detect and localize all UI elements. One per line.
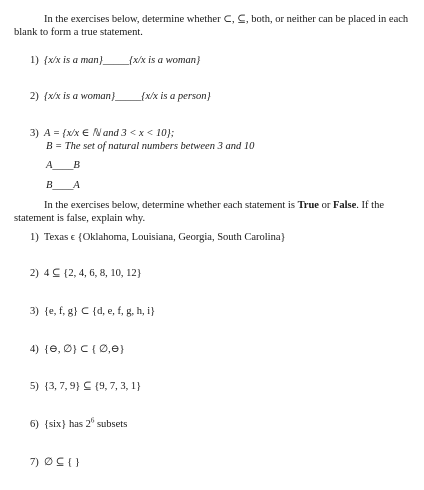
s1-item-2-text: {x/x is a woman}_____{x/x is a person} xyxy=(44,91,211,102)
s2-item-5 xyxy=(30,381,141,393)
s2-item-7 xyxy=(30,457,80,469)
s1-item-3-set-b: B = The set of natural numbers between 3 and 10 xyxy=(46,141,255,152)
s2-item-6-text: {six} has $2^6$ subsets xyxy=(44,416,128,430)
false-keyword: False xyxy=(332,200,357,211)
s1-item-1 xyxy=(30,55,200,67)
s2-item-3 xyxy=(30,306,155,318)
s1-item-2-number: 2) xyxy=(30,91,39,102)
s2-item-5-number: 5) xyxy=(30,381,39,392)
section2-instructions: In the exercises below, determine whether each statement is True or False. If the statement is false, explain why. xyxy=(14,200,384,224)
s2-item-6 xyxy=(30,416,128,431)
s1-item-3-line1 xyxy=(30,128,174,140)
s1-item-3-blank-2: B____A xyxy=(46,180,80,191)
s2-item-1 xyxy=(30,232,286,244)
s2-item-1-number: 1) xyxy=(30,232,39,243)
s2-item-3-number: 3) xyxy=(30,306,39,317)
s2-item-2-number: 2) xyxy=(30,268,39,279)
section1-instructions: In the exercises below, determine whether ⊂, ⊆, both, or neither can be placed in each blank to form a true statement. xyxy=(14,14,409,38)
exponent: 6 xyxy=(90,416,95,425)
s1-item-3-blank-1: A____B xyxy=(46,160,80,171)
s2-item-4-text: {⊖, ∅} ⊂ { ∅,⊖} xyxy=(44,344,125,355)
s2-item-5-text: {3, 7, 9} ⊆ {9, 7, 3, 1} xyxy=(44,381,142,392)
s2-item-6-number: 6) xyxy=(30,419,39,430)
s2-item-7-number: 7) xyxy=(30,457,39,468)
true-keyword: True xyxy=(297,200,319,211)
s2-item-2-text: 4 ⊆ {2, 4, 6, 8, 10, 12} xyxy=(44,268,142,279)
s2-item-4 xyxy=(30,344,125,356)
s2-item-4-number: 4) xyxy=(30,344,39,355)
s1-item-3-number: 3) xyxy=(30,128,39,139)
s2-item-3-text: {e, f, g} ⊂ {d, e, f, g, h, i} xyxy=(44,306,156,317)
s1-item-2 xyxy=(30,91,211,103)
s2-item-7-text: ∅ ⊆ { } xyxy=(44,457,80,468)
s2-item-2 xyxy=(30,268,142,280)
s2-item-1-text: Texas ϵ {Oklahoma, Louisiana, Georgia, South Carolina} xyxy=(43,232,286,243)
s1-item-1-number: 1) xyxy=(30,55,39,66)
s1-item-3-set-a: A = {x/x ∈ ℕ and 3 < x < 10}; xyxy=(44,128,175,139)
s1-item-1-text: {x/x is a man}_____{x/x is a woman} xyxy=(44,55,201,66)
